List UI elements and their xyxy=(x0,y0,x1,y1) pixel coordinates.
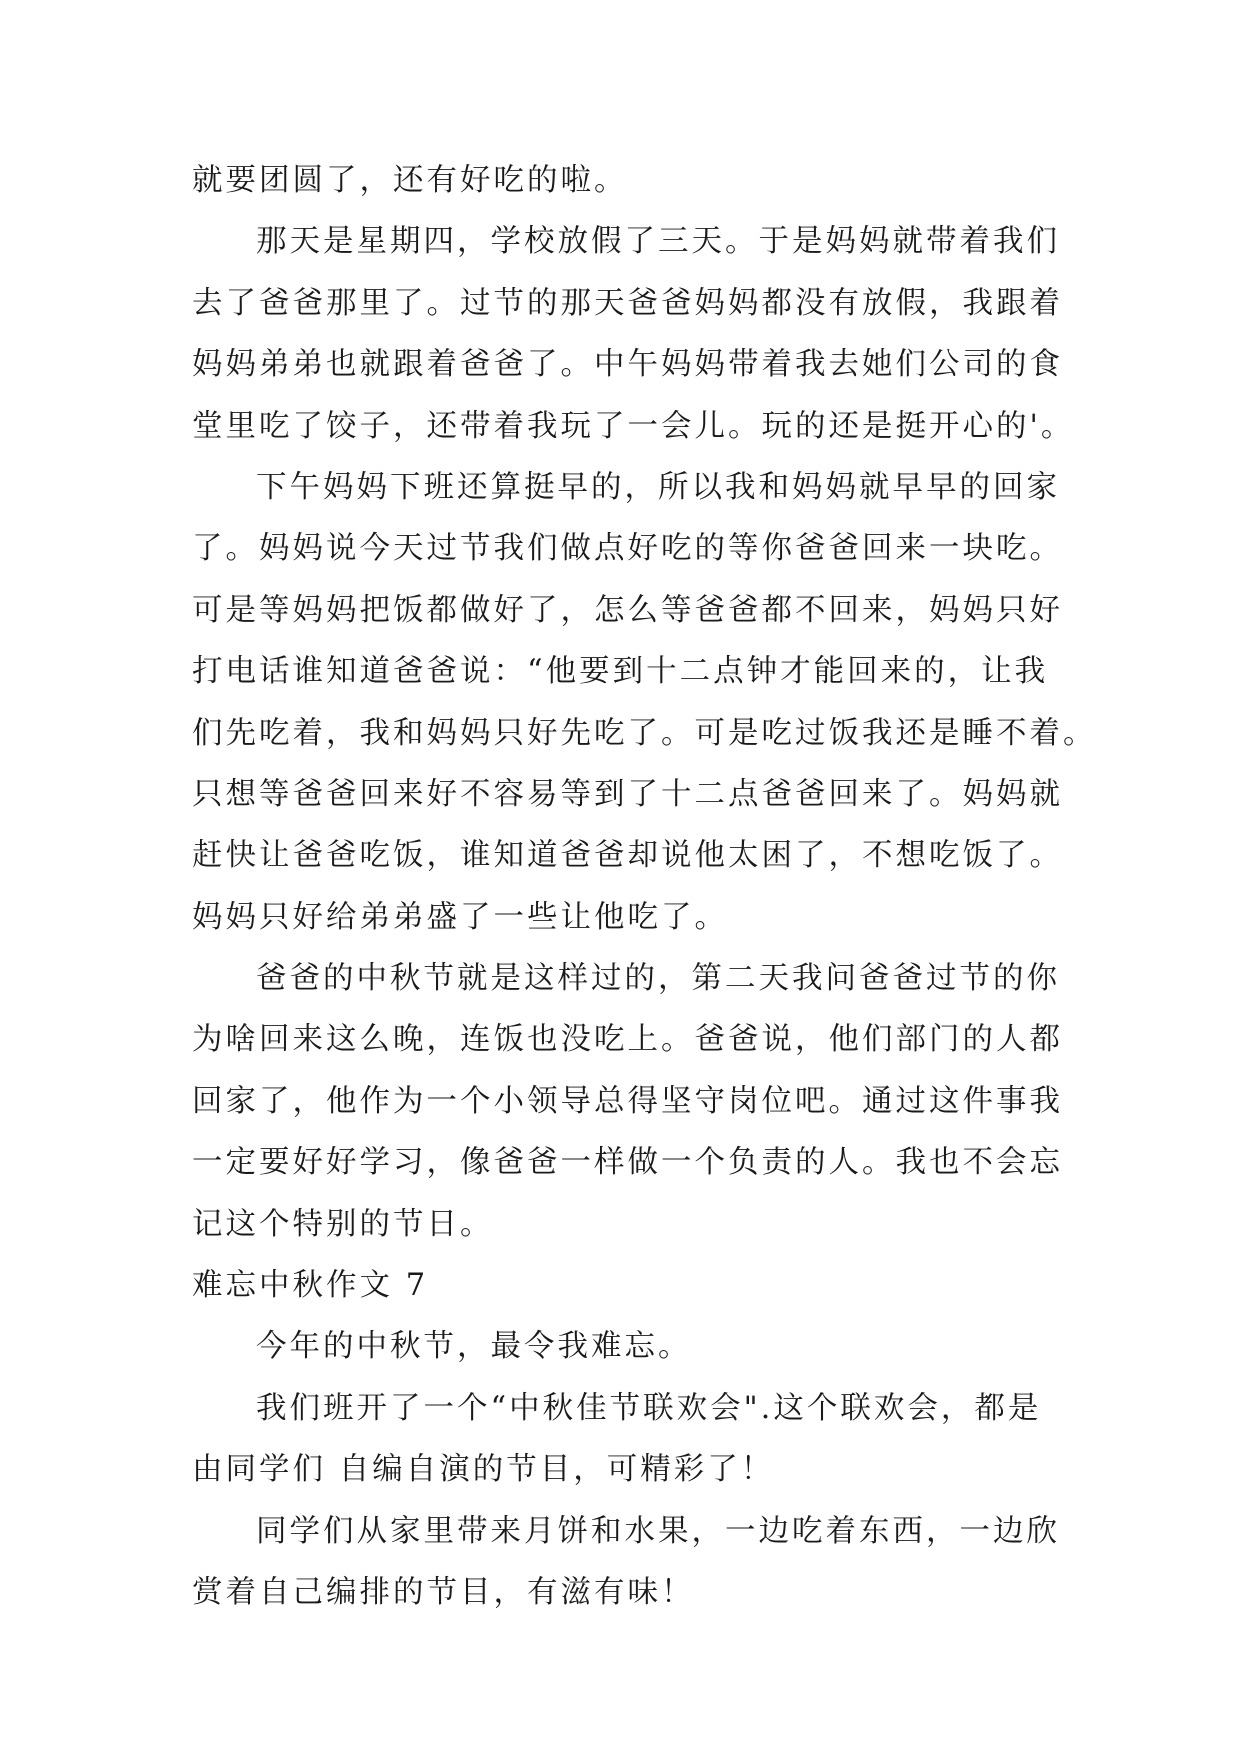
text-line: 回家了，他作为一个小领导总得坚守岗位吧。通过这件事我 xyxy=(192,1083,1063,1119)
text-line: 由同学们 自编自演的节目，可精彩了！ xyxy=(192,1452,775,1488)
paragraph-start-line: 那天是星期四，学校放假了三天。于是妈妈就带着我们 xyxy=(256,224,1060,260)
text-line: 打电话谁知道爸爸说：“他要到十二点钟才能回来的，让我 xyxy=(192,654,1049,690)
text-line: 赶快让爸爸吃饭，谁知道爸爸却说他太困了，不想吃饭了。 xyxy=(192,838,1063,874)
document-body xyxy=(192,150,1097,1623)
text-line: 赏着自己编排的节目，有滋有味！ xyxy=(192,1574,695,1610)
text-line: 只想等爸爸回来好不容易等到了十二点爸爸回来了。妈妈就 xyxy=(192,776,1063,812)
text-line: 妈妈弟弟也就跟着爸爸了。中午妈妈带着我去她们公司的食 xyxy=(192,347,1063,383)
paragraph-start-line: 我们班开了一个“中秋佳节联欢会".这个联欢会，都是 xyxy=(256,1390,1042,1426)
text-line: 记这个特别的节日。 xyxy=(192,1206,494,1242)
paragraph-start-line: 同学们从家里带来月饼和水果，一边吃着东西，一边欣 xyxy=(256,1513,1060,1549)
text-line: 为啥回来这么晚，连饭也没吃上。爸爸说，他们部门的人都 xyxy=(192,1022,1063,1058)
text-line: 一定要好好学习，像爸爸一样做一个负责的人。我也不会忘 xyxy=(192,1145,1063,1181)
paragraph-start-line: 爸爸的中秋节就是这样过的，第二天我问爸爸过节的你 xyxy=(256,961,1060,997)
paragraph-start-line: 下午妈妈下班还算挺早的，所以我和妈妈就早早的回家 xyxy=(256,469,1060,505)
text-line: 可是等妈妈把饭都做好了，怎么等爸爸都不回来，妈妈只好 xyxy=(192,592,1063,628)
text-line: 妈妈只好给弟弟盛了一些让他吃了。 xyxy=(192,899,728,935)
paragraph-start-line: 今年的中秋节，最令我难忘。 xyxy=(256,1329,692,1365)
essay-heading: 难忘中秋作文 7 xyxy=(192,1268,429,1304)
text-line: 堂里吃了饺子，还带着我玩了一会儿。玩的还是挺开心的'。 xyxy=(192,408,1075,444)
text-line: 就要团圆了，还有好吃的啦。 xyxy=(192,163,628,198)
text-line: 去了爸爸那里了。过节的那天爸爸妈妈都没有放假，我跟着 xyxy=(192,285,1063,321)
text-line: 们先吃着，我和妈妈只好先吃了。可是吃过饭我还是睡不着。 xyxy=(192,715,1097,751)
text-line: 了。妈妈说今天过节我们做点好吃的等你爸爸回来一块吃。 xyxy=(192,531,1063,567)
